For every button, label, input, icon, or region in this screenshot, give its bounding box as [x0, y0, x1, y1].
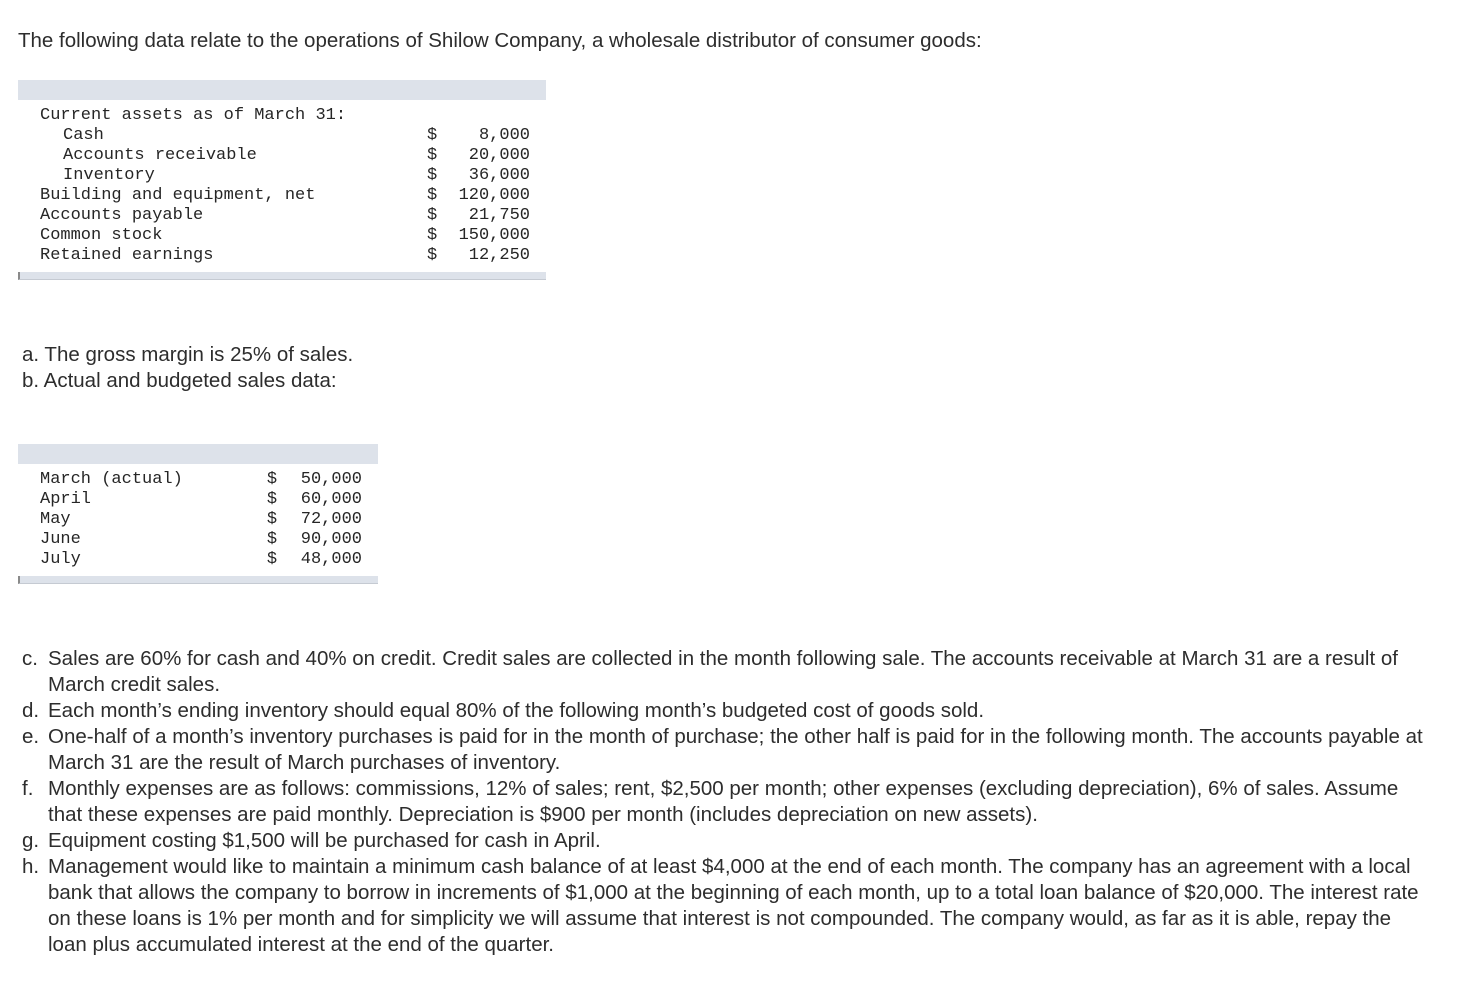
- item-marker: d.: [22, 699, 40, 722]
- row-label: March (actual): [40, 470, 183, 489]
- row-amount: [447, 106, 546, 126]
- note-b: b. Actual and budgeted sales data:: [22, 369, 337, 392]
- row-label: Accounts payable: [40, 206, 204, 225]
- item-text: Monthly expenses are as follows: commissions, 12% of sales; rent, $2,500 per month; other expenses (excluding depreciation), 6% of sales. Assume that these expenses are paid monthly. Depreciation is $900 per month (includes depreciation on new assets).: [48, 777, 1399, 826]
- table-row: [18, 126, 546, 146]
- row-dollar: $: [266, 510, 278, 529]
- balance-exhibit: [18, 80, 546, 280]
- row-dollar: $: [427, 226, 438, 245]
- row-amount: 12,250: [468, 246, 530, 265]
- list-item: [22, 646, 1432, 698]
- item-marker: g.: [22, 829, 40, 852]
- row-label: Cash: [63, 126, 104, 145]
- table-row: [18, 490, 378, 510]
- row-label: May: [40, 510, 71, 529]
- row-amount: 150,000: [458, 226, 530, 245]
- row-amount: 20,000: [468, 146, 530, 165]
- row-label: Building and equipment, net: [40, 186, 316, 205]
- row-dollar: $: [427, 126, 438, 145]
- row-dollar: $: [427, 146, 438, 165]
- row-dollar: $: [266, 470, 278, 489]
- table-row: [18, 530, 378, 550]
- row-amount: 8,000: [478, 126, 530, 145]
- row-label: June: [40, 530, 81, 549]
- row-label: Retained earnings: [40, 246, 214, 265]
- list-item: [22, 724, 1432, 776]
- assumption-list: [22, 646, 1432, 958]
- row-label: July: [40, 550, 81, 569]
- row-label: Accounts receivable: [63, 146, 257, 165]
- exhibit-footer-bar: [18, 576, 378, 584]
- exhibit-header-bar: [18, 80, 546, 100]
- item-text: Management would like to maintain a minimum cash balance of at least $4,000 at the end of each month. The company has an agreement with a local bank that allows the company to borrow in increments of $1,000 at the beginning of each month, up to a total loan balance of $20,000. The interest rate on these loans is 1% per month and for simplicity we will assume that interest is not compounded. The company would, as far as it is able, repay the loan plus accumulated interest at the end of the quarter.: [48, 855, 1419, 956]
- list-item: [22, 698, 1432, 724]
- row-amount: 36,000: [468, 166, 530, 185]
- row-label: April: [40, 490, 92, 509]
- table-row: [18, 146, 546, 166]
- row-label: Current assets as of March 31:: [40, 106, 347, 125]
- item-text: Equipment costing $1,500 will be purchased for cash in April.: [48, 829, 601, 852]
- row-dollar: $: [266, 530, 278, 549]
- item-marker: c.: [22, 647, 38, 670]
- row-dollar: $: [427, 166, 438, 185]
- note-a: a. The gross margin is 25% of sales.: [22, 343, 354, 366]
- table-row: [18, 510, 378, 530]
- row-dollar: $: [266, 490, 278, 509]
- row-dollar: $: [427, 206, 438, 225]
- table-row: [18, 206, 546, 226]
- balance-table: [18, 106, 546, 266]
- row-amount: 120,000: [458, 186, 530, 205]
- row-amount: 48,000: [300, 550, 362, 569]
- row-dollar: $: [266, 550, 278, 569]
- table-row: [18, 550, 378, 570]
- row-label: Common stock: [40, 226, 163, 245]
- item-marker: f.: [22, 777, 34, 800]
- table-row: [18, 186, 546, 206]
- row-amount: 72,000: [300, 510, 362, 529]
- notes-ab: [22, 342, 353, 394]
- row-dollar: $: [427, 246, 438, 265]
- sales-exhibit: [18, 444, 378, 584]
- list-item: [22, 828, 1432, 854]
- table-row: [18, 106, 546, 126]
- table-row: [18, 246, 546, 266]
- row-dollar: [427, 106, 447, 126]
- exhibit-header-bar: [18, 444, 378, 464]
- exhibit-footer-bar: [18, 272, 546, 280]
- row-amount: 21,750: [468, 206, 530, 225]
- item-text: Sales are 60% for cash and 40% on credit. Credit sales are collected in the month following sale. The accounts receivable at March 31 are a result of March credit sales.: [48, 647, 1398, 696]
- table-row: [18, 166, 546, 186]
- table-row: [18, 470, 378, 490]
- row-amount: 50,000: [300, 470, 362, 489]
- item-marker: e.: [22, 725, 40, 748]
- item-text: One-half of a month’s inventory purchases is paid for in the month of purchase; the other half is paid for in the following month. The accounts payable at March 31 are the result of March purchases of inventory.: [48, 725, 1423, 774]
- item-marker: h.: [22, 855, 40, 878]
- list-item: [22, 854, 1432, 958]
- list-item: [22, 776, 1432, 828]
- row-amount: 60,000: [300, 490, 362, 509]
- row-amount: 90,000: [300, 530, 362, 549]
- row-dollar: $: [427, 186, 438, 205]
- intro-text: The following data relate to the operations of Shilow Company, a wholesale distributor of consumer goods:: [18, 29, 982, 52]
- table-row: [18, 226, 546, 246]
- item-text: Each month’s ending inventory should equal 80% of the following month’s budgeted cost of goods sold.: [48, 699, 985, 722]
- sales-table: [18, 470, 378, 570]
- row-label: Inventory: [63, 166, 155, 185]
